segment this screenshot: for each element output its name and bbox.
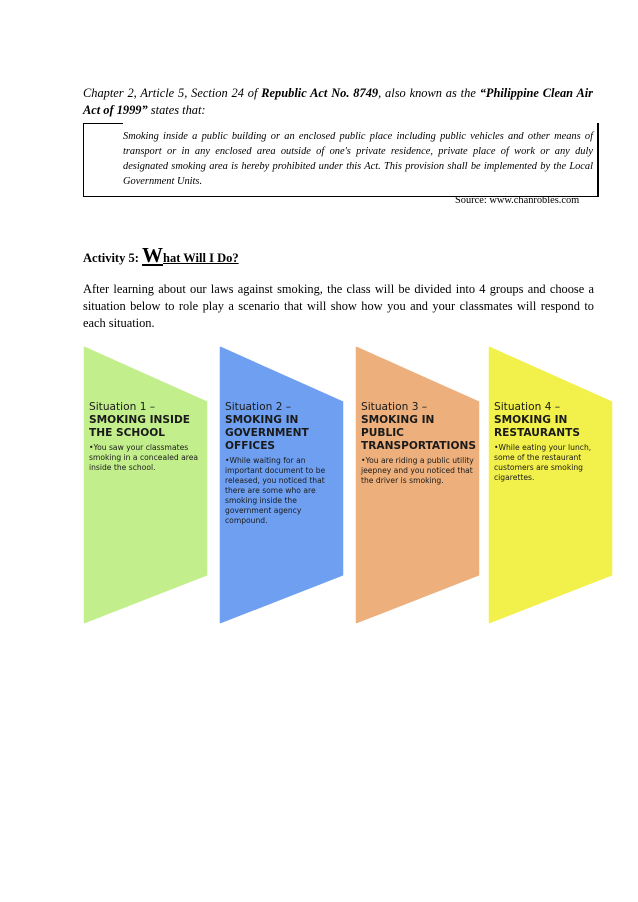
situation-number: Situation 4 – xyxy=(494,401,561,413)
instructions-paragraph: After learning about our laws against smoking, the class will be divided into 4 groups and choose a situation below to role play a scenario that will show how you and your classmates will respond to each situation. xyxy=(83,282,594,330)
situation-body: •While eating your lunch, some of the restaurant customers are smoking cigarettes. xyxy=(494,443,592,482)
situation-body: •You saw your classmates smoking in a concealed area inside the school. xyxy=(89,443,199,472)
intro-post: states that: xyxy=(147,103,206,117)
situation-text xyxy=(89,401,207,473)
intro-act: Republic Act No. 8749 xyxy=(261,86,379,100)
situation-number: Situation 3 – xyxy=(361,401,428,413)
intro-pre: Chapter 2, Article 5, Section 24 of xyxy=(83,86,262,100)
situation-title: SMOKING IN RESTAURANTS xyxy=(494,414,580,439)
activity-heading xyxy=(83,243,239,268)
situation-text xyxy=(225,401,343,526)
situation-title: SMOKING IN GOVERNMENT OFFICES xyxy=(225,414,309,452)
activity-title-rest: hat Will I Do? xyxy=(163,251,239,265)
intro-act-name: “Philippine Clean Air Act of 1999” xyxy=(83,86,594,117)
situation-panel-3 xyxy=(355,346,495,624)
situation-panel-4 xyxy=(488,346,628,624)
situation-number: Situation 1 – xyxy=(89,401,156,413)
situation-title: SMOKING IN PUBLIC TRANSPORTATIONS xyxy=(361,414,476,452)
quote-text: Smoking inside a public building or an enclosed public place including public vehicles and other means of transport or in any enclosed area outside of one's private residence, private place of work or any duly designated smoking area is hereby prohibited under this Act. This provision shall be implemented by the Local Government Units. xyxy=(123,131,593,187)
chevron-fill xyxy=(83,346,208,624)
situation-text xyxy=(494,401,612,483)
intro-mid: , also known as the xyxy=(378,86,480,100)
activity-label: Activity 5: xyxy=(83,251,143,265)
situation-title: SMOKING INSIDE THE SCHOOL xyxy=(89,414,190,439)
situation-number: Situation 2 – xyxy=(225,401,292,413)
chevron-fill xyxy=(488,346,613,624)
situation-panel-2 xyxy=(219,346,359,624)
situation-panel-1 xyxy=(83,346,223,624)
situation-body: •You are riding a public utility jeepney and you noticed that the driver is smoking. xyxy=(361,456,474,485)
intro-paragraph xyxy=(83,85,593,119)
situation-chevron-shape xyxy=(488,346,628,624)
activity-big-letter: W xyxy=(142,243,164,267)
situation-chevron-shape xyxy=(83,346,223,624)
situation-text xyxy=(361,401,479,486)
situation-body: •While waiting for an important document to be released, you noticed that there are some who are smoking inside the government agency compound. xyxy=(225,456,326,525)
source-citation: Source: www.chanrobles.com xyxy=(455,195,580,206)
